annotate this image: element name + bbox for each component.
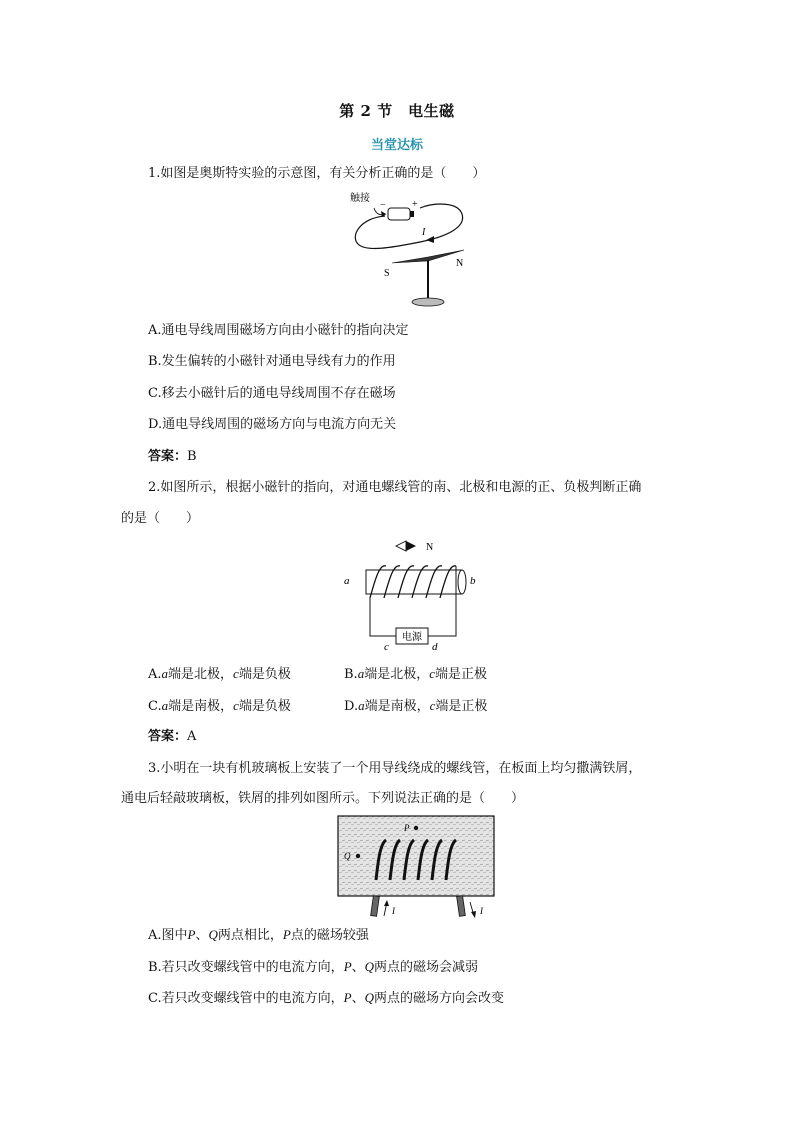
oersted-experiment-figure <box>340 186 480 312</box>
answer-value: A <box>187 729 197 744</box>
question-2-stem-line-1: 2.如图所示，根据小磁针的指向，对通电螺线管的南、北极和电源的正、负极判断正确 <box>148 480 642 495</box>
question-1-answer <box>148 448 197 466</box>
question-3-stem-line-1: 3.小明在一块有机玻璃板上安装了一个用导线绕成的螺线管，在板面上均匀撒满铁屑， <box>148 761 642 776</box>
label-current: I <box>422 227 426 238</box>
question-1-stem: 1.如图是奥斯特实验的示意图，有关分析正确的是（ ） <box>148 166 486 181</box>
answer-label: 答案： <box>148 449 188 464</box>
question-3-stem-line-2: 通电后轻敲玻璃板，铁屑的排列如图所示。下列说法正确的是（ ） <box>121 791 525 806</box>
question-2-option-a: A.a端是北极，c端是负极 <box>148 666 291 682</box>
question-2-option-d: D.a端是南极，c端是正极 <box>344 698 488 714</box>
question-3-option-a: A.图中P、Q两点相比，P点的磁场较强 <box>148 927 369 943</box>
question-3-option-b: B.若只改变螺线管中的电流方向，P、Q两点的磁场会减弱 <box>148 959 479 975</box>
label-south: S <box>384 268 390 279</box>
compass-needle-icon <box>396 541 416 551</box>
label-power-source: 电源 <box>402 632 422 643</box>
question-1-option-d: D.通电导线周围的磁场方向与电流方向无关 <box>148 417 397 432</box>
label-b: b <box>470 575 476 587</box>
label-touch: 触接 <box>350 193 370 204</box>
question-1-option-c: C.移去小磁针后的通电导线周围不存在磁场 <box>148 386 396 401</box>
label-i-right: I <box>480 906 483 916</box>
question-2-option-c: C.a端是南极，c端是负极 <box>148 698 291 714</box>
section-subtitle: 当堂达标 <box>370 138 423 153</box>
question-2-answer <box>148 728 196 746</box>
question-2-stem-line-2: 的是（ ） <box>121 511 200 526</box>
label-plus: + <box>412 199 418 210</box>
label-north: N <box>456 258 464 269</box>
label-q: Q <box>344 851 351 861</box>
question-1-option-a: A.通电导线周围磁场方向由小磁针的指向决定 <box>148 323 409 338</box>
battery-icon <box>388 208 414 220</box>
answer-value: B <box>187 449 197 464</box>
answer-label: 答案： <box>148 729 188 744</box>
solenoid-circuit-figure <box>336 536 486 654</box>
label-minus: − <box>380 200 386 211</box>
label-a: a <box>344 575 350 587</box>
page-title: 第 2 节 电生磁 <box>339 102 455 120</box>
label-north: N <box>426 542 434 553</box>
label-c: c <box>384 641 389 653</box>
iron-filings-solenoid-figure <box>336 814 496 920</box>
label-p: P <box>404 823 410 833</box>
question-2-option-b: B.a端是北极，c端是正极 <box>344 666 487 682</box>
label-i-left: I <box>392 906 395 916</box>
question-1-option-b: B.发生偏转的小磁针对通电导线有力的作用 <box>148 354 396 369</box>
question-3-option-c: C.若只改变螺线管中的电流方向，P、Q两点的磁场方向会改变 <box>148 990 504 1006</box>
label-d: d <box>432 641 438 653</box>
